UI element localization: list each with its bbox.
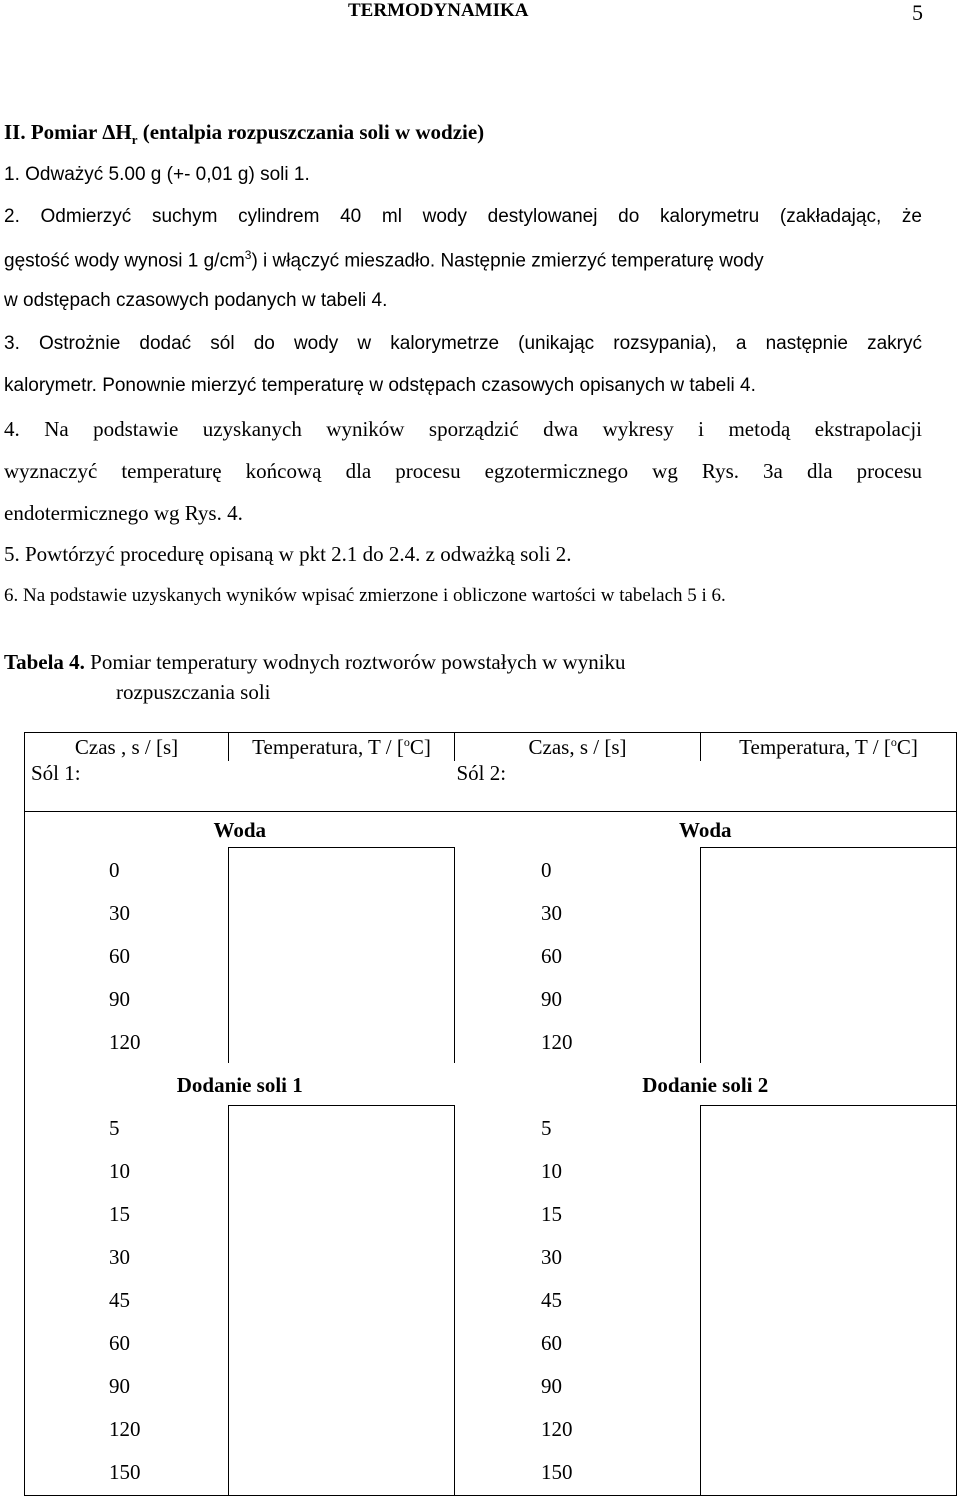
heading-delta: ΔH <box>102 120 132 144</box>
table-row <box>25 1278 957 1321</box>
step-6: 6. Na podstawie uzyskanych wyników wpisać zmierzone i obliczone wartości w tabelach 5 i 6. <box>4 585 726 606</box>
time-cell: 90 <box>25 1364 229 1407</box>
time-cell: 5 <box>25 1106 229 1149</box>
table-row <box>25 977 957 1020</box>
step-4-line-3: endotermicznego wg Rys. 4. <box>4 501 243 525</box>
temp-cell <box>229 1321 455 1364</box>
add-salt-row <box>25 1063 957 1106</box>
time-cell: 60 <box>455 1321 701 1364</box>
step-4-line-2: wyznaczyć temperaturę końcową dla procesu egzotermicznego wg Rys. 3a dla procesu <box>4 459 922 483</box>
table-caption-text: Pomiar temperatury wodnych roztworów powstałych w wyniku <box>84 650 626 674</box>
time-cell: 45 <box>25 1278 229 1321</box>
header-temp-2 <box>701 733 957 761</box>
cubic-sup: 3 <box>244 248 252 262</box>
temp-cell <box>229 1364 455 1407</box>
header-time-2: Czas, s / [s] <box>455 733 701 761</box>
temp-cell <box>701 934 957 977</box>
degree-sup-2: o <box>890 735 897 749</box>
running-header-title: TERMODYNAMIKA <box>348 0 529 21</box>
temp-cell <box>701 1149 957 1192</box>
temp-cell <box>229 1106 455 1149</box>
measurement-table <box>24 732 957 1496</box>
time-cell: 150 <box>455 1450 701 1496</box>
time-cell: 60 <box>25 1321 229 1364</box>
time-cell: 120 <box>455 1020 701 1063</box>
header-temp-2-unit: C] <box>896 735 918 759</box>
temp-cell <box>229 977 455 1020</box>
salt-row <box>25 761 957 812</box>
table-row <box>25 891 957 934</box>
table-row <box>25 1020 957 1063</box>
header-time-1: Czas , s / [s] <box>25 733 229 761</box>
table-row <box>25 1106 957 1149</box>
salt-1-label: Sól 1: <box>25 761 455 812</box>
temp-cell <box>229 848 455 891</box>
header-temp-1 <box>229 733 455 761</box>
temp-cell <box>701 1278 957 1321</box>
time-cell: 90 <box>455 977 701 1020</box>
temp-cell <box>229 1192 455 1235</box>
heading-sub: r <box>131 132 138 148</box>
time-cell: 120 <box>25 1020 229 1063</box>
time-cell: 5 <box>455 1106 701 1149</box>
degree-sup-1: o <box>403 735 410 749</box>
heading-suffix: (entalpia rozpuszczania soli w wodzie) <box>137 120 485 144</box>
add-salt-2-label: Dodanie soli 2 <box>455 1063 957 1106</box>
salt-2-label: Sól 2: <box>455 761 957 812</box>
table-header-row <box>25 733 957 761</box>
time-cell: 120 <box>25 1407 229 1450</box>
header-temp-1-text: Temperatura, T / [ <box>252 735 404 759</box>
temp-cell <box>229 1149 455 1192</box>
temp-cell <box>701 1364 957 1407</box>
table-caption-label: Tabela 4. <box>4 650 85 674</box>
temp-cell <box>701 1192 957 1235</box>
temp-cell <box>701 1450 957 1496</box>
step-4-line-1: 4. Na podstawie uzyskanych wyników sporządzić dwa wykresy i metodą ekstrapolacji <box>4 417 922 441</box>
time-cell: 0 <box>25 848 229 891</box>
header-temp-2-text: Temperatura, T / [ <box>739 735 891 759</box>
temp-cell <box>701 891 957 934</box>
temp-cell <box>229 1020 455 1063</box>
add-salt-1-label: Dodanie soli 1 <box>25 1063 455 1106</box>
time-cell: 10 <box>455 1149 701 1192</box>
time-cell: 15 <box>25 1192 229 1235</box>
time-cell: 60 <box>455 934 701 977</box>
time-cell: 60 <box>25 934 229 977</box>
table-caption-line-2: rozpuszczania soli <box>116 680 271 704</box>
header-temp-1-unit: C] <box>409 735 431 759</box>
table-row <box>25 848 957 891</box>
step-2-pre: gęstość wody wynosi 1 g/cm <box>4 250 245 272</box>
water-label-2: Woda <box>455 812 957 848</box>
time-cell: 10 <box>25 1149 229 1192</box>
temp-cell <box>229 1235 455 1278</box>
step-1: 1. Odważyć 5.00 g (+- 0,01 g) soli 1. <box>4 164 310 185</box>
temp-cell <box>701 848 957 891</box>
temp-cell <box>701 1321 957 1364</box>
step-5: 5. Powtórzyć procedurę opisaną w pkt 2.1 do 2.4. z odważką soli 2. <box>4 542 572 566</box>
temp-cell <box>229 934 455 977</box>
step-2-post: ) i włączyć mieszadło. Następnie zmierzyć temperaturę wody <box>251 250 764 272</box>
time-cell: 30 <box>455 891 701 934</box>
table-row <box>25 1149 957 1192</box>
time-cell: 120 <box>455 1407 701 1450</box>
table-row <box>25 1321 957 1364</box>
temp-cell <box>701 1106 957 1149</box>
table-row <box>25 1192 957 1235</box>
time-cell: 150 <box>25 1450 229 1496</box>
time-cell: 30 <box>25 891 229 934</box>
time-cell: 90 <box>455 1364 701 1407</box>
temp-cell <box>229 1450 455 1496</box>
time-cell: 30 <box>25 1235 229 1278</box>
step-3-line-1: 3. Ostrożnie dodać sól do wody w kalorymetrze (unikając rozsypania), a następnie zakryć <box>4 333 922 354</box>
temp-cell <box>701 1020 957 1063</box>
step-3-line-2: kalorymetr. Ponownie mierzyć temperaturę w odstępach czasowych opisanych w tabeli 4. <box>4 375 756 396</box>
time-cell: 0 <box>455 848 701 891</box>
temp-cell <box>701 1235 957 1278</box>
temp-cell <box>701 1407 957 1450</box>
temp-cell <box>229 891 455 934</box>
table-caption-line-1 <box>4 650 626 675</box>
step-2-line-1: 2. Odmierzyć suchym cylindrem 40 ml wody destylowanej do kalorymetru (zakładając, że <box>4 206 922 227</box>
temp-cell <box>229 1278 455 1321</box>
page-number: 5 <box>912 0 923 25</box>
table-row <box>25 934 957 977</box>
table-row <box>25 1364 957 1407</box>
table-row <box>25 1450 957 1496</box>
time-cell: 90 <box>25 977 229 1020</box>
time-cell: 30 <box>455 1235 701 1278</box>
temp-cell <box>701 977 957 1020</box>
heading-prefix: II. Pomiar <box>4 120 103 144</box>
water-row <box>25 812 957 848</box>
time-cell: 45 <box>455 1278 701 1321</box>
time-cell: 15 <box>455 1192 701 1235</box>
step-2-line-3: w odstępach czasowych podanych w tabeli 4. <box>4 290 388 311</box>
temp-cell <box>229 1407 455 1450</box>
section-heading <box>4 120 484 148</box>
table-row <box>25 1235 957 1278</box>
step-2-line-2 <box>4 248 764 272</box>
table-row <box>25 1407 957 1450</box>
water-label-1: Woda <box>25 812 455 848</box>
